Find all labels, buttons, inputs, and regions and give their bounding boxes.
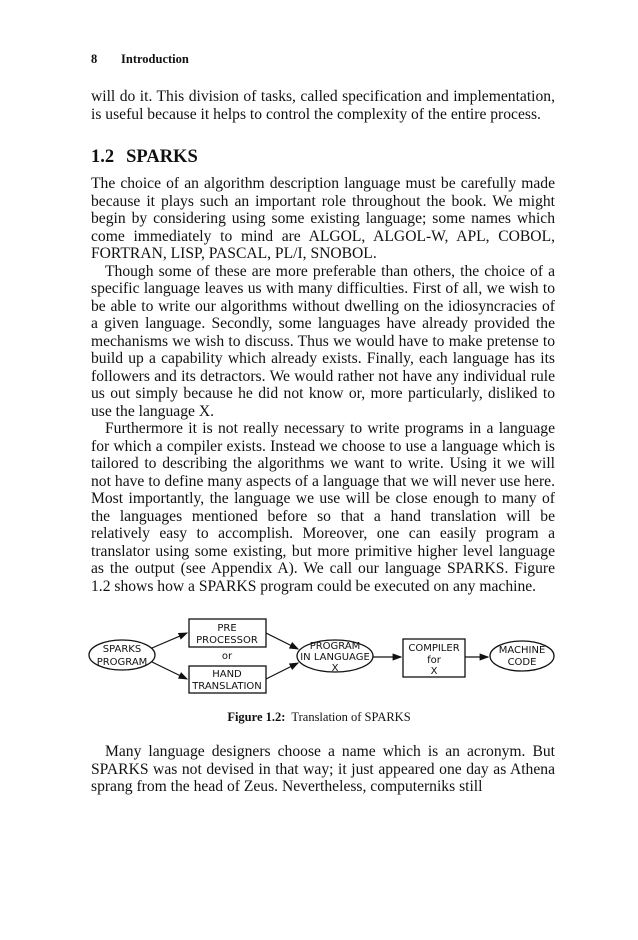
sparks-translation-diagram — [86, 618, 556, 698]
compiler-x-label: X — [430, 666, 438, 677]
section-title: SPARKS — [126, 147, 198, 167]
figure-label: Figure 1.2: — [227, 710, 286, 724]
prog-line-3: X — [331, 663, 339, 674]
figure-caption — [0, 710, 638, 725]
prog-line-2: IN LANGUAGE — [300, 652, 370, 663]
pre-label: PRE — [217, 623, 237, 634]
hand-label: HAND — [212, 669, 242, 680]
chapter-title: Introduction — [121, 52, 189, 66]
compiler-label: COMPILER — [408, 643, 460, 654]
paragraph-2: Though some of these are more preferable than others, the choice of a specific language leaves us with many difficulties. First of all, we wish to be able to write our algorithms without dwelling on the idiosyncracies of a given language. Secondly, some languages have already provided the mechanisms we wish to discuss. Thus we would have to make pretense to build up a capability which already exists. Finally, each language has its followers and its detractors. We would rather not have any individual rule us out simply because he did not know or, more particularly, disliked to use the language X. — [91, 262, 555, 420]
paragraph-1: The choice of an algorithm description language must be carefully made because it plays such an important role throughout the book. We might begin by considering using some existing language; some names which come immediately to mind are ALGOL, ALGOL-W, APL, COBOL, FORTRAN, LISP, PASCAL, PL/I, SNOBOL. — [91, 175, 555, 262]
figure-caption-text: Translation of SPARKS — [291, 710, 411, 724]
section-body — [91, 175, 555, 595]
page-number: 8 — [91, 52, 98, 66]
translation-label: TRANSLATION — [192, 681, 262, 692]
program-label: PROGRAM — [96, 657, 148, 668]
or-label: or — [221, 651, 233, 662]
sparks-label: SPARKS — [102, 644, 142, 655]
prog-line-1: PROGRAM — [309, 641, 361, 652]
paragraph-continued: will do it. This division of tasks, called specification and implementation, is useful because it helps to control the complexity of the entire process. — [91, 88, 555, 123]
section-heading — [91, 147, 198, 168]
opening-paragraph-block — [91, 88, 555, 123]
arrow-sparks-to-hand — [152, 662, 187, 679]
for-label: for — [427, 655, 441, 666]
paragraph-4: Many language designers choose a name which is an acronym. But SPARKS was not devised in that way; it just appeared one day as Athena sprang from the head of Zeus. Nevertheless, computerniks still — [91, 743, 555, 795]
running-header — [91, 52, 189, 67]
processor-label: PROCESSOR — [196, 635, 258, 646]
arrow-preprocessor-to-program — [266, 633, 298, 649]
code-label: CODE — [507, 657, 537, 668]
arrow-hand-to-program — [266, 663, 298, 679]
section-number: 1.2 — [91, 147, 115, 167]
closing-paragraph-block — [91, 743, 555, 796]
machine-label: MACHINE — [498, 645, 546, 656]
arrow-sparks-to-preprocessor — [152, 633, 187, 648]
paragraph-3: Furthermore it is not really necessary to write programs in a language for which a compiler exists. Instead we choose to use a language which is tailored to describing the algorithms we want to write. Using it we will not have to define many aspects of a language that we will never use here. Most importantly, the language we use will be close enough to many of the languages mentioned before so that a hand translation will be relatively easy to accomplish. Moreover, one can easily program a translator using some existing, but more primitive higher level language as the output (see Appendix A). We call our language SPARKS. Figure 1.2 shows how a SPARKS program could be executed on any machine. — [91, 420, 555, 595]
